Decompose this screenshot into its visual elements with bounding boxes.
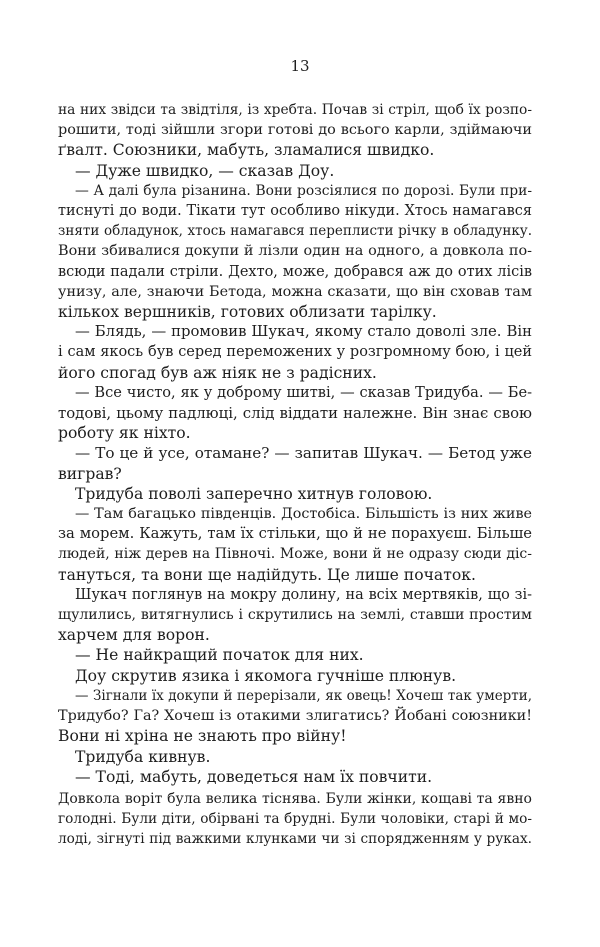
text-line: Вони збивалися докупи й лізли один на одного, а довкола по- xyxy=(58,243,532,260)
text-line: унизу, але, знаючи Бетода, можна сказати, що він сховав там xyxy=(58,283,532,300)
text-line: — Не найкращий початок для них. xyxy=(75,646,364,665)
body-text-section-1 xyxy=(58,100,532,787)
text-line: людей, ніж дерев на Півночі. Може, вони й не одразу сюди діс- xyxy=(58,546,532,563)
text-line: Тридуба поволі заперечно хитнув головою. xyxy=(75,484,433,503)
text-line: рошити, тоді зійшли згори готові до всього карли, здіймаючи xyxy=(58,122,532,139)
text-line: щулились, витягнулись і скрутились на землі, ставши простим xyxy=(58,607,532,624)
text-line: — Все чисто, як у доброму шитві, — сказав Тридуба. — Бе- xyxy=(75,383,532,401)
text-line: Доу скрутив язика і якомога гучніше плюнув. xyxy=(75,666,457,685)
page-number: 13 xyxy=(290,57,310,75)
text-line: Шукач поглянув на мокру долину, на всіх мертвяків, що зі- xyxy=(75,586,532,603)
text-line: кількох вершників, готових облизати тарілку. xyxy=(58,303,437,322)
text-line: Тридубо? Га? Хочеш із отакими злигатись? Йобані союзники! xyxy=(58,708,532,725)
text-line: лоді, зігнуті під важкими клунками чи зі спорядженням у руках. xyxy=(58,831,532,848)
text-line: — Зігнали їх докупи й перерізали, як овець! Хочеш так умерти, xyxy=(75,687,532,704)
text-line: — А далі була різанина. Вони розсіялися по дорозі. Були при- xyxy=(75,182,532,199)
text-line: роботу як ніхто. xyxy=(58,424,191,443)
text-line: — То це й усе, отамане? — запитав Шукач. — Бетод уже xyxy=(75,444,532,463)
text-line: всюди падали стріли. Дехто, може, добрався аж до отих лісів xyxy=(58,263,532,280)
text-line: виграв? xyxy=(58,464,122,483)
text-line: Тридуба кивнув. xyxy=(75,747,211,766)
text-line: — Там багацько південців. Достобіса. Більшість із них живе xyxy=(75,506,532,523)
text-line: Довкола воріт була велика тіснява. Були жінки, кощаві та явно xyxy=(58,791,532,807)
text-line: його спогад був аж ніяк не з радісних. xyxy=(58,363,377,382)
text-line: — Блядь, — промовив Шукач, якому стало доволі зле. Він xyxy=(75,323,532,341)
text-line: за морем. Кажуть, там їх стільки, що й не порахуєш. Більше xyxy=(58,525,532,543)
text-line: зняти обладунок, хтось намагався переплисти річку в обладунку. xyxy=(58,223,532,240)
text-line: Вони ні хріна не знають про війну! xyxy=(58,727,347,746)
text-line: на них звідси та звідтіля, із хребта. Почав зі стріл, щоб їх розпо- xyxy=(58,102,532,118)
body-text-section-2 xyxy=(58,789,532,850)
text-line: — Тоді, мабуть, доведеться нам їх повчити. xyxy=(75,767,433,786)
text-line: і сам якось був серед переможених у розгромному бою, і цей xyxy=(58,344,532,361)
text-line: харчем для ворон. xyxy=(58,626,210,645)
text-line: — Дуже швидко, — сказав Доу. xyxy=(75,161,335,180)
text-line: тануться, та вони ще надійдуть. Це лише початок. xyxy=(58,565,476,584)
text-line: ґвалт. Союзники, мабуть, зламалися швидко. xyxy=(58,141,435,160)
text-line: голодні. Були діти, обірвані та брудні. Були чоловіки, старі й мо- xyxy=(58,811,532,828)
text-line: тодові, цьому падлюці, слід віддати належне. Він знає свою xyxy=(58,404,532,423)
text-line: тиснуті до води. Тікати тут особливо нікуди. Хтось намагався xyxy=(58,203,532,220)
